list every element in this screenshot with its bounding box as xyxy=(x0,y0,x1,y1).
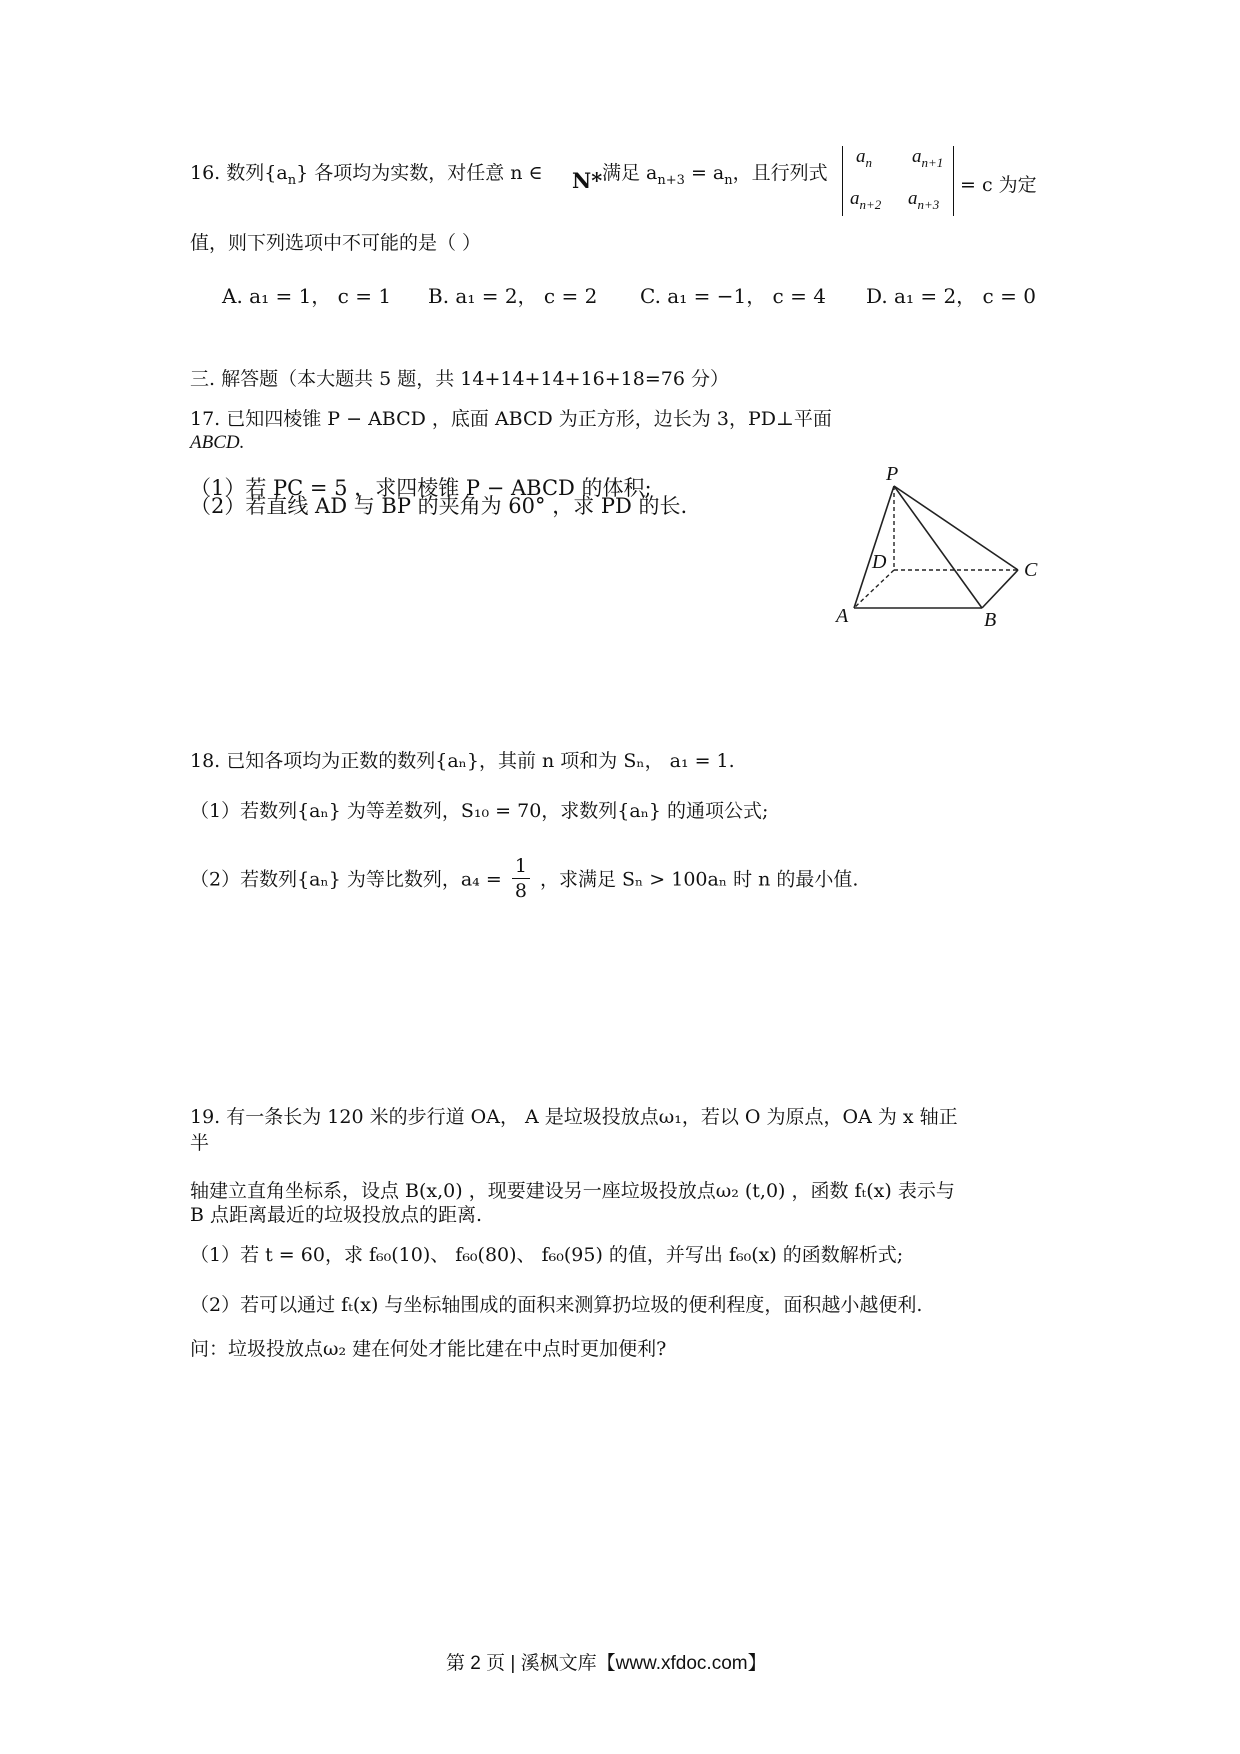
q18-part1: （1）若数列{aₙ} 为等差数列，S₁₀ = 70，求数列{aₙ} 的通项公式; xyxy=(190,800,769,822)
q18-stem: 18. 已知各项均为正数的数列{aₙ}，其前 n 项和为 Sₙ， a₁ = 1. xyxy=(190,750,735,772)
q16-eq-an: = a xyxy=(684,162,725,184)
label-a: A xyxy=(836,605,849,627)
q18-part2-post: ，求满足 Sₙ > 100aₙ 时 n 的最小值. xyxy=(539,868,859,891)
q19-line1: 19. 有一条长为 120 米的步行道 OA， A 是垃圾投放点ω₁，若以 O 为原点，OA 为 x 轴正 xyxy=(190,1106,958,1128)
det-a-sub: n xyxy=(865,154,872,170)
q17-stem-line1: 17. 已知四棱锥 P − ABCD ，底面 ABCD 为正方形，边长为 3，PD⊥平面 xyxy=(190,408,832,430)
det-d-sub: n+3 xyxy=(917,196,940,212)
det-c xyxy=(850,188,881,213)
det-a xyxy=(856,146,872,171)
label-c: C xyxy=(1024,559,1038,581)
q19-question: 问：垃圾投放点ω₂ 建在何处才能比建在中点时更加便利? xyxy=(190,1338,667,1360)
q16-satisfy xyxy=(602,158,828,188)
q16-det-label: ，且行列式 xyxy=(732,162,828,184)
q17-part2: （2）若直线 AD 与 BP 的夹角为 60° ，求 PD 的长. xyxy=(190,494,688,518)
q16-option-c: C. a₁ = −1， c = 4 xyxy=(640,284,826,308)
q17-part1: （1）若 PC = 5 ，求四棱锥 P − ABCD 的体积; xyxy=(190,476,652,500)
q18-part2 xyxy=(190,856,858,905)
q16-nstar: N* xyxy=(572,168,603,193)
edge-pc xyxy=(894,486,1018,570)
q16-text-a: 16. 数列{a xyxy=(190,162,288,184)
det-d-text: a xyxy=(908,188,918,209)
det-a-text: a xyxy=(856,146,866,167)
section-heading: 三. 解答题（本大题共 5 题，共 14+14+14+16+18=76 分） xyxy=(190,368,729,390)
label-b: B xyxy=(984,609,997,631)
q19-line1b: 半 xyxy=(190,1132,210,1154)
q16-line1 xyxy=(190,158,543,188)
fraction-denominator: 8 xyxy=(514,880,527,902)
q19-line2: 轴建立直角坐标系，设点 B(x,0) ，现要建设另一座垃圾投放点ω₂ (t,0) ，函数 fₜ(x) 表示与 xyxy=(190,1180,955,1202)
q18-part2-pre: （2）若数列{aₙ} 为等比数列，a₄ = xyxy=(190,868,502,891)
fraction-numerator: 1 xyxy=(512,854,530,879)
edge-bc xyxy=(982,570,1018,608)
q16-satisfy-text: 满足 a xyxy=(602,162,658,184)
fraction-1-8 xyxy=(512,854,530,903)
q16-option-a: A. a₁ = 1， c = 1 xyxy=(222,284,392,308)
q19-part2: （2）若可以通过 fₜ(x) 与坐标轴围成的面积来测算扔垃圾的便利程度，面积越小越便利. xyxy=(190,1294,923,1316)
q19-line3: B 点距离最近的垃圾投放点的距离. xyxy=(190,1204,483,1226)
q19-part1: （1）若 t = 60，求 f₆₀(10)、 f₆₀(80)、 f₆₀(95) 的值，并写出 f₆₀(x) 的函数解析式; xyxy=(190,1244,904,1266)
edge-pb xyxy=(894,486,982,608)
pyramid-figure xyxy=(826,462,1056,632)
det-b-sub: n+1 xyxy=(921,154,944,170)
q16-option-b: B. a₁ = 2， c = 2 xyxy=(428,284,598,308)
q16-det-eq: = c 为定 xyxy=(960,174,1037,196)
q16-sub-n: n xyxy=(287,172,297,188)
label-p: P xyxy=(886,463,899,485)
q16-option-d: D. a₁ = 2， c = 0 xyxy=(866,284,1036,308)
q16-line2: 值，则下列选项中不可能的是（ ） xyxy=(190,232,482,254)
q16-satisfy-sub: n+3 xyxy=(657,172,685,188)
q16-eq-sub: n xyxy=(724,172,733,188)
page-footer: 第 2 页 | 溪枫文库【www.xfdoc.com】 xyxy=(446,1653,767,1674)
q16-text-b: } 各项均为实数，对任意 n ∈ xyxy=(296,162,543,184)
det-b xyxy=(912,146,943,171)
det-c-sub: n+2 xyxy=(859,196,882,212)
label-d: D xyxy=(872,551,887,573)
q17-stem-line2: ABCD. xyxy=(190,432,245,453)
det-b-text: a xyxy=(912,146,922,167)
det-c-text: a xyxy=(850,188,860,209)
det-d xyxy=(908,188,939,213)
